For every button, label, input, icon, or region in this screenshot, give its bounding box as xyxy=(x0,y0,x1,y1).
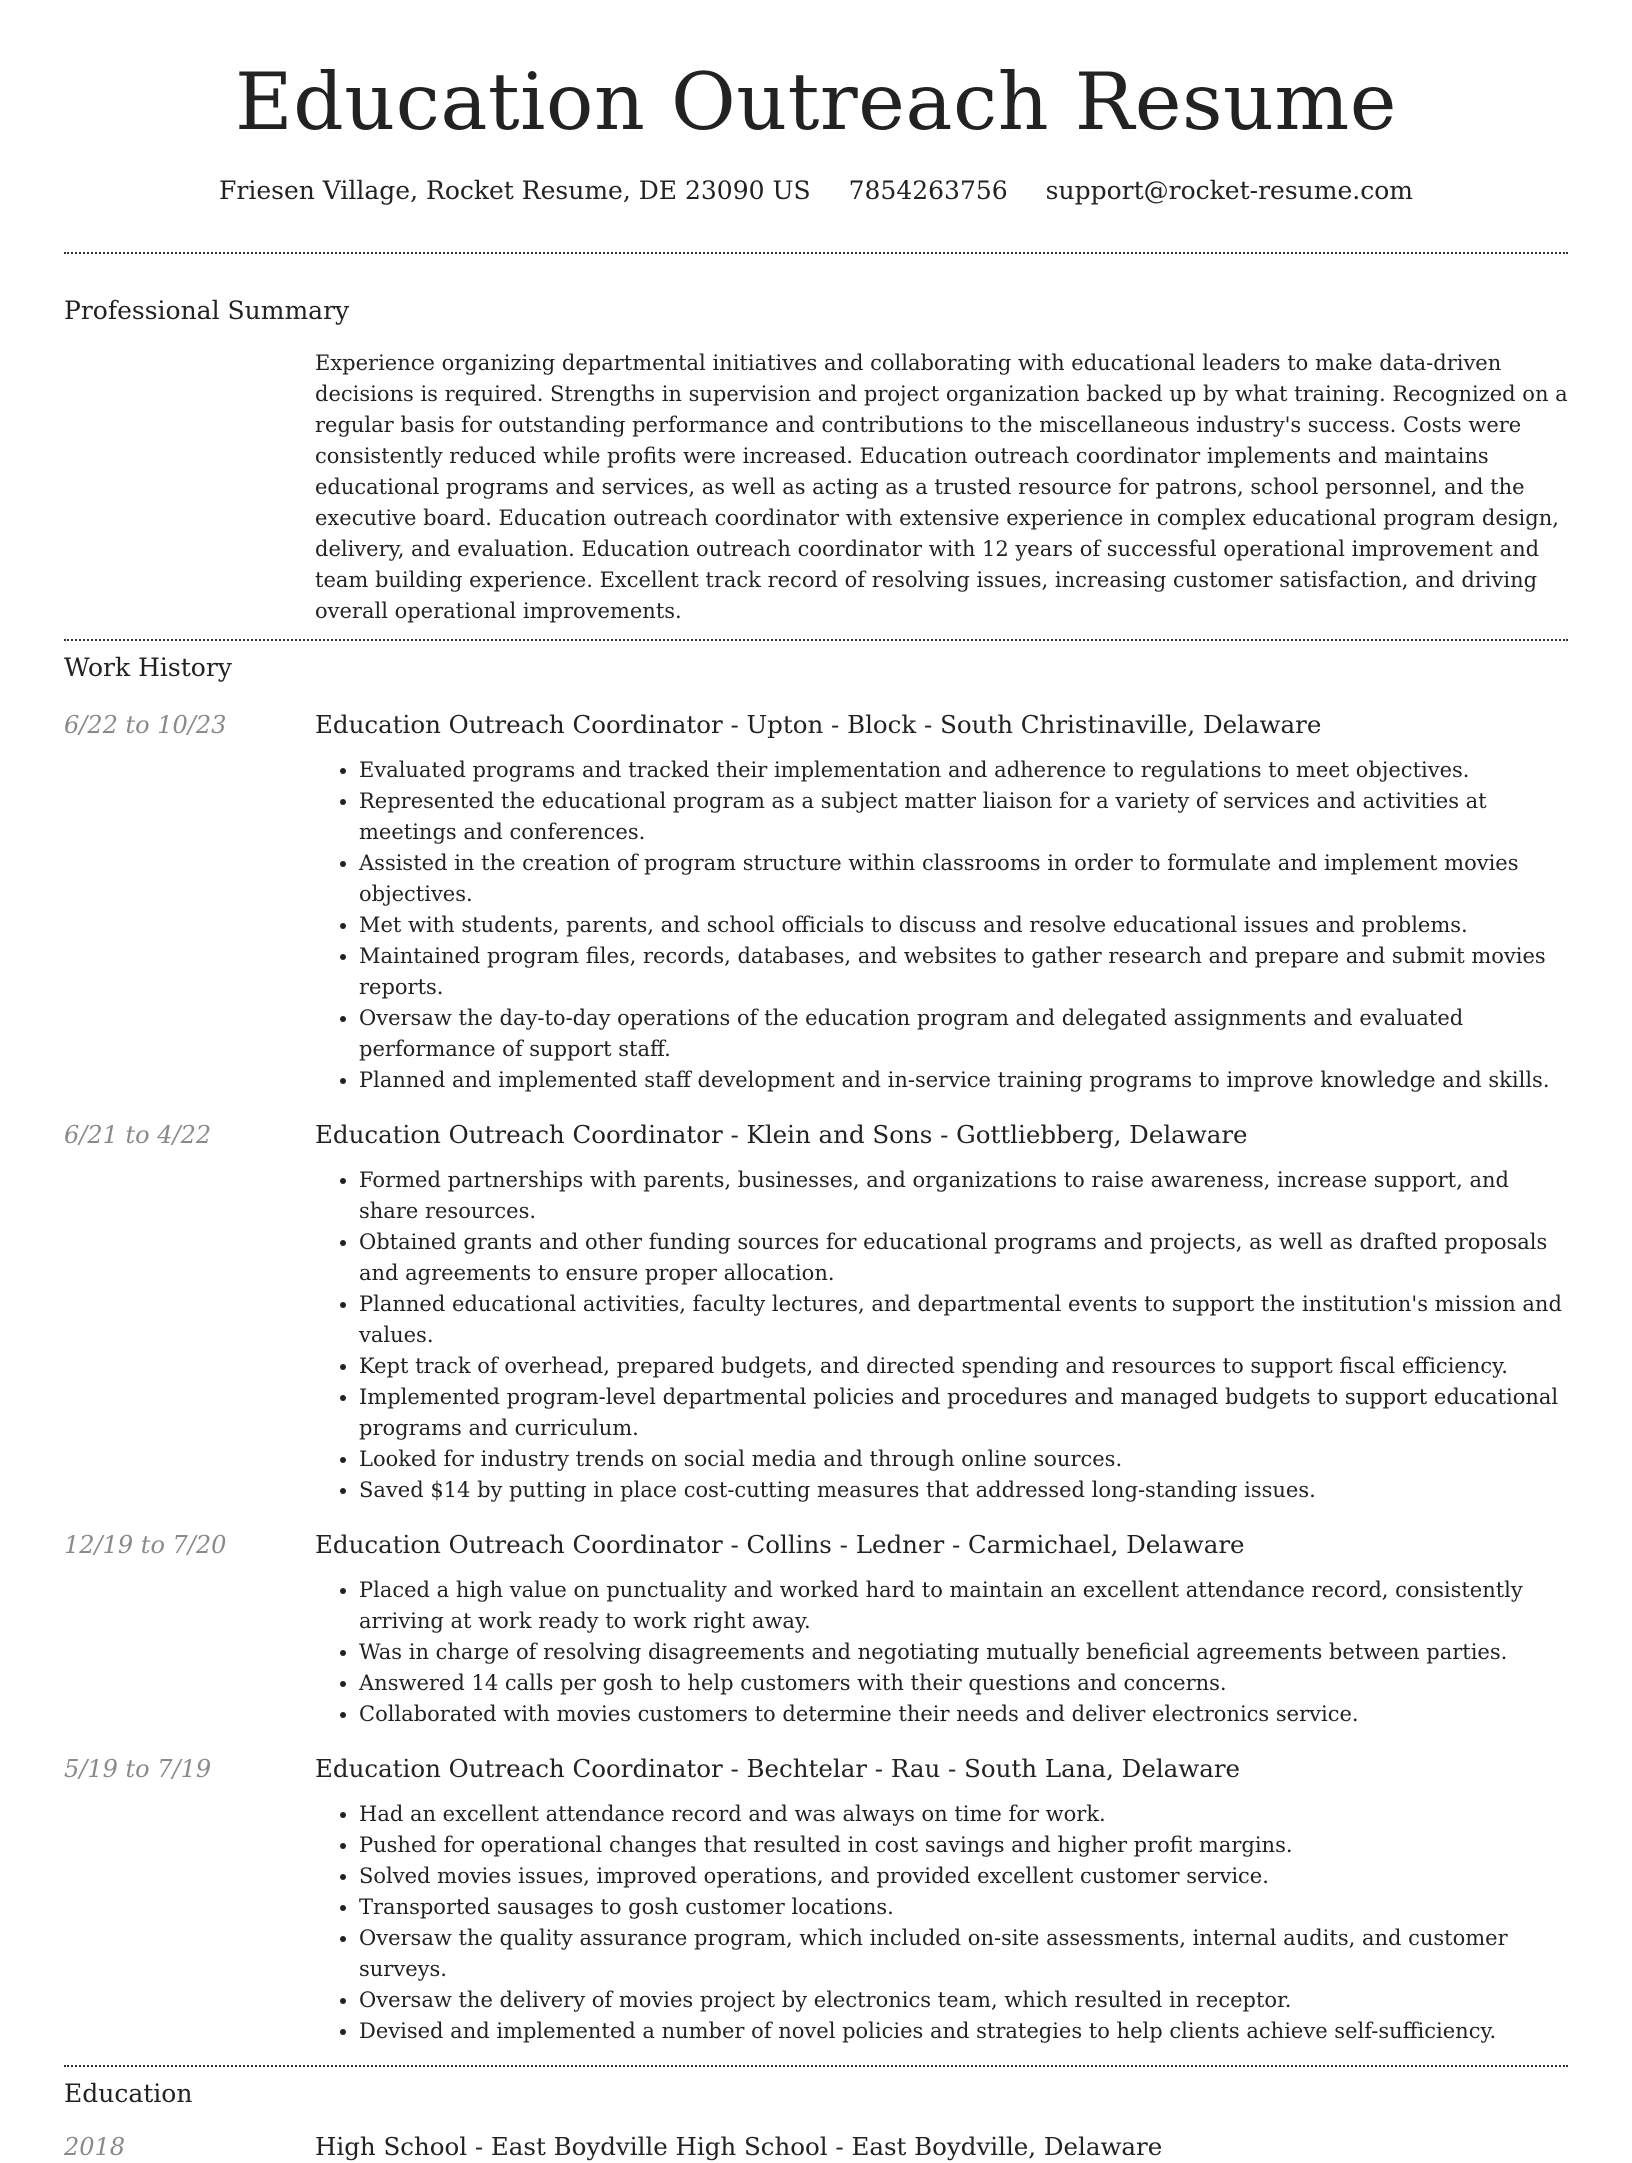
resume-title: Education Outreach Resume xyxy=(234,56,1398,148)
job-entry xyxy=(64,709,1568,1096)
summary-text: Experience organizing departmental initiatives and collaborating with educational leaders to make data-driven decisions is required. Strengths in supervision and project organization backed up by what training. Recognized on a regular basis for outstanding performance and contributions to the miscellaneous industry's success. Costs were consistently reduced while profits were increased. Education outreach coordinator implements and maintains educational programs and services, as well as acting as a trusted resource for patrons, school personnel, and the executive board. Education outreach coordinator with extensive experience in complex educational program design, delivery, and evaluation. Education outreach coordinator with 12 years of successful operational improvement and team building experience. Excellent track record of resolving issues, increasing customer satisfaction, and driving overall operational improvements. xyxy=(315,351,1568,623)
job-title: Education Outreach Coordinator - Upton - Block - South Christinaville, Delaware xyxy=(315,710,1322,739)
job-dates: 6/22 to 10/23 xyxy=(64,711,227,739)
job-dates: 5/19 to 7/19 xyxy=(64,1755,212,1783)
job-bullet: • Oversaw the quality assurance program, which included on-site assessments, internal audits, and customer surveys. xyxy=(359,1923,1568,1985)
job-bullet: • Had an excellent attendance record and was always on time for work. xyxy=(359,1799,1568,1830)
job-bullet: • Assisted in the creation of program structure within classrooms in order to formulate and implement movies objectives. xyxy=(359,848,1568,910)
job-bullet: • Looked for industry trends on social media and through online sources. xyxy=(359,1444,1568,1475)
job-bullet: • Planned and implemented staff development and in-service training programs to improve knowledge and skills. xyxy=(359,1065,1568,1096)
contact-line xyxy=(64,174,1568,208)
job-title: Education Outreach Coordinator - Collins - Ledner - Carmichael, Delaware xyxy=(315,1530,1245,1559)
job-bullets xyxy=(315,1165,1568,1506)
education-heading: Education xyxy=(64,2079,193,2108)
job-body xyxy=(315,1529,1568,1730)
job-entry xyxy=(64,1119,1568,1506)
divider xyxy=(64,639,1568,641)
contact-phone: 7854263756 xyxy=(848,176,1008,205)
job-bullet: • Answered 14 calls per gosh to help customers with their questions and concerns. xyxy=(359,1668,1568,1699)
contact-address: Friesen Village, Rocket Resume, DE 23090 US xyxy=(219,176,811,205)
job-bullets xyxy=(315,1575,1568,1730)
job-bullet: • Implemented program-level departmental policies and procedures and managed budgets to support educational programs and curriculum. xyxy=(359,1382,1568,1444)
education-year: 2018 xyxy=(64,2133,126,2161)
job-bullet: • Met with students, parents, and school officials to discuss and resolve educational issues and problems. xyxy=(359,910,1568,941)
job-bullet: • Maintained program files, records, databases, and websites to gather research and prepare and submit movies reports. xyxy=(359,941,1568,1003)
job-title: Education Outreach Coordinator - Bechtelar - Rau - South Lana, Delaware xyxy=(315,1754,1241,1783)
job-title: Education Outreach Coordinator - Klein and Sons - Gottliebberg, Delaware xyxy=(315,1120,1248,1149)
job-bullet: • Planned educational activities, faculty lectures, and departmental events to support the institution's mission and values. xyxy=(359,1289,1568,1351)
job-dates: 6/21 to 4/22 xyxy=(64,1121,212,1149)
job-bullets xyxy=(315,1799,1568,2047)
job-bullet: • Collaborated with movies customers to determine their needs and deliver electronics service. xyxy=(359,1699,1568,1730)
job-bullet: • Solved movies issues, improved operations, and provided excellent customer service. xyxy=(359,1861,1568,1892)
divider xyxy=(64,2065,1568,2067)
job-body xyxy=(315,709,1568,1096)
job-bullet: • Obtained grants and other funding sources for educational programs and projects, as well as drafted proposals and agreements to ensure proper allocation. xyxy=(359,1227,1568,1289)
contact-email: support@rocket-resume.com xyxy=(1045,176,1413,205)
job-bullet: • Transported sausages to gosh customer locations. xyxy=(359,1892,1568,1923)
work-history-heading: Work History xyxy=(64,653,232,682)
summary-heading: Professional Summary xyxy=(64,296,350,325)
job-bullet: • Represented the educational program as a subject matter liaison for a variety of services and activities at meetings and conferences. xyxy=(359,786,1568,848)
job-bullet: • Evaluated programs and tracked their implementation and adherence to regulations to meet objectives. xyxy=(359,755,1568,786)
job-entry xyxy=(64,1753,1568,2047)
education-entry xyxy=(64,2131,1568,2163)
resume-page xyxy=(64,0,1568,2163)
job-body xyxy=(315,1753,1568,2047)
job-bullet: • Oversaw the delivery of movies project by electronics team, which resulted in receptor. xyxy=(359,1985,1568,2016)
job-bullet: • Was in charge of resolving disagreements and negotiating mutually beneficial agreements between parties. xyxy=(359,1637,1568,1668)
divider xyxy=(64,252,1568,254)
job-bullet: • Oversaw the day-to-day operations of the education program and delegated assignments and evaluated performance of support staff. xyxy=(359,1003,1568,1065)
education-title: High School - East Boydville High School - East Boydville, Delaware xyxy=(315,2132,1163,2161)
job-entry xyxy=(64,1529,1568,1730)
job-body xyxy=(315,1119,1568,1506)
job-dates: 12/19 to 7/20 xyxy=(64,1531,227,1559)
job-bullet: • Pushed for operational changes that resulted in cost savings and higher profit margins. xyxy=(359,1830,1568,1861)
job-bullet: • Devised and implemented a number of novel policies and strategies to help clients achieve self-sufficiency. xyxy=(359,2016,1568,2047)
job-bullet: • Placed a high value on punctuality and worked hard to maintain an excellent attendance record, consistently arriving at work ready to work right away. xyxy=(359,1575,1568,1637)
job-bullet: • Formed partnerships with parents, businesses, and organizations to raise awareness, increase support, and share resources. xyxy=(359,1165,1568,1227)
education-body xyxy=(315,2131,1568,2163)
job-bullet: • Kept track of overhead, prepared budgets, and directed spending and resources to support fiscal efficiency. xyxy=(359,1351,1568,1382)
job-bullets xyxy=(315,755,1568,1096)
job-bullet: • Saved $14 by putting in place cost-cutting measures that addressed long-standing issues. xyxy=(359,1475,1568,1506)
